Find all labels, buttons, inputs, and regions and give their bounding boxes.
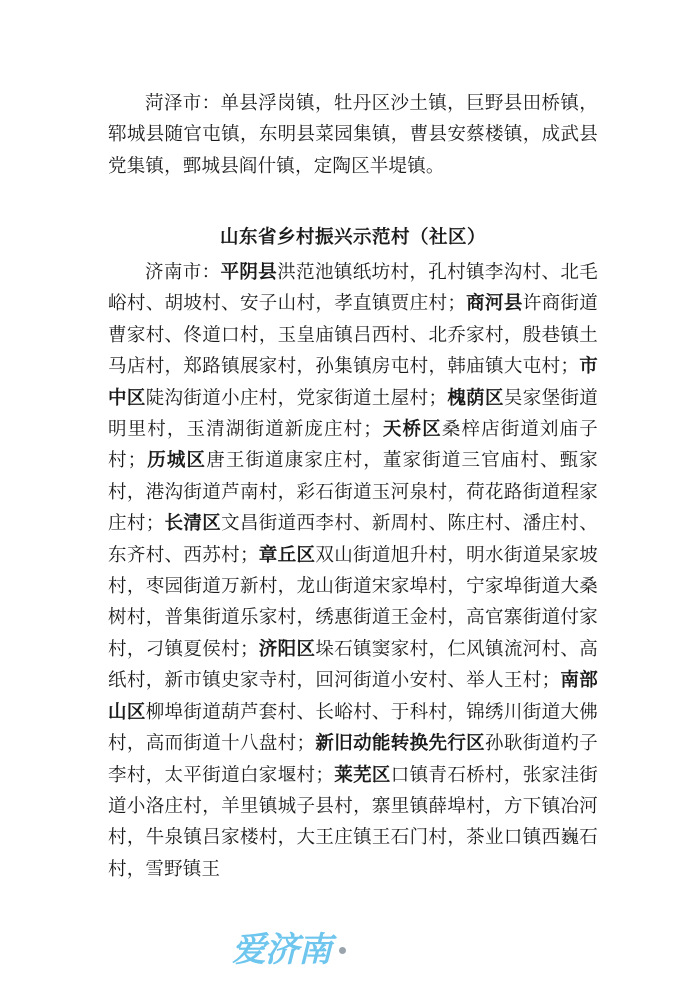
district-villages: 吴家堡街道明里村，玉清湖街道新庞庄村；	[108, 387, 598, 441]
district-villages: 口镇青石桥村，张家洼街道小洛庄村，羊里镇城子县村，寨里镇薛埠村，方下镇冶河村，牛泉镇吕家楼村，大王庄镇王石门村，茶业口镇西巍石村，雪野镇王	[108, 764, 599, 880]
district-villages: 柳埠街道葫芦套村、长峪村、于科村，锦绣川街道大佛村，高而街道十八盘村；	[108, 701, 598, 755]
district-villages: 唐王街道康家庄村，董家街道三官庙村、甄家村，港沟街道芦南村，彩石街道玉河泉村，荷花路街道程家庄村；	[108, 450, 598, 535]
district-name: 槐荫区	[447, 387, 504, 409]
district-villages: 文昌街道西李村、新周村、陈庄村、潘庄村、东齐村、西苏村；	[108, 513, 598, 566]
section-heading: 山东省乡村振兴示范村（社区）	[219, 227, 486, 248]
district-name: 新旧动能转换先行区	[315, 733, 486, 755]
heze-city-label: 菏泽市：	[145, 93, 221, 114]
district-villages: 垛石镇窦家村，仁风镇流河村、高纸村，新市镇史家寺村，回河街道小安村、举人王村；	[108, 638, 598, 692]
watermark-logo-text: 爱济南	[232, 930, 331, 970]
district-name: 平阴县	[220, 262, 278, 283]
heze-paragraph	[108, 88, 598, 182]
district-villages: 孙耿街道杓子李村，太平街道白家堰村；	[108, 733, 599, 786]
heze-text: 单县浮岗镇，牡丹区沙土镇，巨野县田桥镇，郓城县随官屯镇，东明县菜园集镇，曹县安蔡楼镇，成武县党集镇，鄄城县阎什镇，定陶区半堤镇。	[108, 93, 598, 177]
watermark-logo	[232, 922, 346, 971]
district-name: 济阳区	[258, 638, 316, 660]
district-villages: 双山街道旭升村，明水街道杲家坡村，枣园街道万新村，龙山街道宋家埠村，宁家埠街道大桑树村，普集街道乐家村，绣惠街道王金村，高官寨街道付家村，刁镇夏侯村；	[108, 544, 598, 660]
jinan-city-label: 济南市：	[145, 262, 221, 283]
district-name: 章丘区	[258, 544, 316, 566]
district-villages: 桑梓店街道刘庙子村；	[108, 419, 598, 472]
district-villages: 洪范池镇纸坊村，孔村镇李沟村、北毛峪村、胡坡村、安子山村，孝直镇贾庄村；	[108, 262, 598, 315]
district-name: 商河县	[466, 293, 523, 315]
watermark-dot-icon	[339, 947, 346, 954]
district-name: 南部山区	[108, 670, 598, 723]
district-villages: 许商街道曹家村、佟道口村，玉皇庙镇吕西村、北乔家村，殷巷镇土马店村，郑路镇展家村，孙集镇房屯村，韩庙镇大屯村；	[108, 293, 598, 378]
district-name: 历城区	[146, 450, 207, 472]
district-name: 市中区	[108, 356, 598, 409]
district-name: 长清区	[164, 513, 222, 535]
district-name: 天桥区	[381, 419, 442, 441]
jinan-paragraph	[108, 257, 598, 885]
district-name: 莱芜区	[334, 764, 391, 786]
district-villages: 陡沟街道小庄村，党家街道土屋村；	[145, 387, 448, 409]
